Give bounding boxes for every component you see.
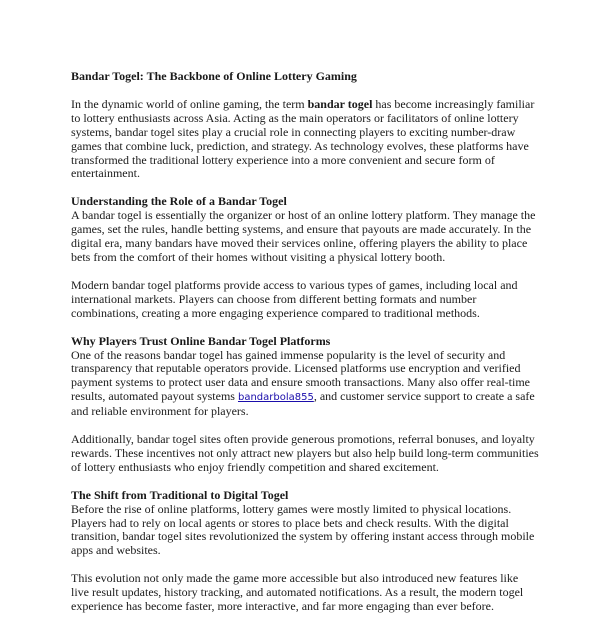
text-span: has become increasingly familiar [372,96,535,111]
section-heading: The Shift from Traditional to Digital Togel [71,487,289,502]
text-line: Additionally, bandar togel sites often provide generous promotions, referral bonuses, and loyalty [71,432,535,447]
section-heading: Understanding the Role of a Bandar Togel [71,194,287,209]
bandarbola855-link[interactable]: bandarbola855 [237,392,314,404]
document-title: Bandar Togel: The Backbone of Online Lottery Gaming [71,69,357,83]
text-line: Modern bandar togel platforms provide access to various types of games, including local and [71,277,518,292]
text-line: combinations, creating a more engaging experience compared to traditional methods. [71,305,480,320]
text-line: rewards. These incentives not only attract new players but also help build long-term communities [71,445,539,460]
bold-term: bandar togel [307,96,373,111]
text-line: live result updates, history tracking, and automated notifications. As a result, the modern togel [71,585,524,600]
text-line: bets from the comfort of their homes without visiting a physical lottery booth. [71,249,446,264]
text-line: This evolution not only made the game more accessible but also introduced new features like [71,571,519,586]
section-paragraph [71,572,541,614]
text-line: digital era, many bandars have moved their services online, offering players the ability to place [71,236,528,251]
text-line: to lottery enthusiasts across Asia. Acting as the main operators or facilitators of online lottery [71,110,519,125]
section-paragraph [71,279,541,321]
text-line [71,390,541,405]
text-line: of lottery enthusiasts who enjoy friendly competition and shared excitement. [71,459,439,474]
text-line: One of the reasons bandar togel has gained immense popularity is the level of security and [71,347,506,362]
text-line: Players had to rely on local agents or stores to place bets and check results. With the digital [71,515,509,530]
text-line: entertainment. [71,166,140,181]
text-line: transparency that reputable operators provide. Licensed platforms use encryption and verified [71,361,521,376]
document-page [71,70,541,628]
text-line: A bandar togel is essentially the organizer or host of an online lottery platform. They manage the [71,208,536,223]
section-paragraph [71,349,541,420]
text-line: Before the rise of online platforms, lottery games were mostly limited to physical locations. [71,501,512,516]
text-line: international markets. Players can choose from different betting formats and number [71,291,477,306]
text-span: In the dynamic world of online gaming, the term [71,96,308,111]
section-paragraph [71,503,541,559]
text-line: payment systems to protect user data and ensure smooth transactions. Many also offer real-time [71,375,530,390]
text-span: results, automated payout systems [71,389,238,404]
text-line: apps and websites. [71,543,161,558]
text-line: games, set the rules, handle betting systems, and ensure that payouts are made accurately. In the [71,222,532,237]
text-line: and reliable environment for players. [71,404,249,419]
intro-paragraph [71,98,541,181]
section-heading: Why Players Trust Online Bandar Togel Platforms [71,333,331,348]
text-line: games that combine luck, prediction, and strategy. As technology evolves, these platforms have [71,138,529,153]
text-line [71,98,541,112]
text-line: transformed the traditional lottery experience into a more convenient and secure form of [71,152,495,167]
section-paragraph [71,209,541,265]
text-line: systems, bandar togel sites play a crucial role in connecting players to exciting number-draw [71,124,516,139]
text-line: transition, bandar togel sites revolutionized the system by offering instant access through mobile [71,529,535,544]
section-paragraph [71,433,541,475]
text-line: experience has become faster, more interactive, and far more engaging than ever before. [71,599,494,614]
text-span: , and customer service support to create a safe [313,389,535,404]
